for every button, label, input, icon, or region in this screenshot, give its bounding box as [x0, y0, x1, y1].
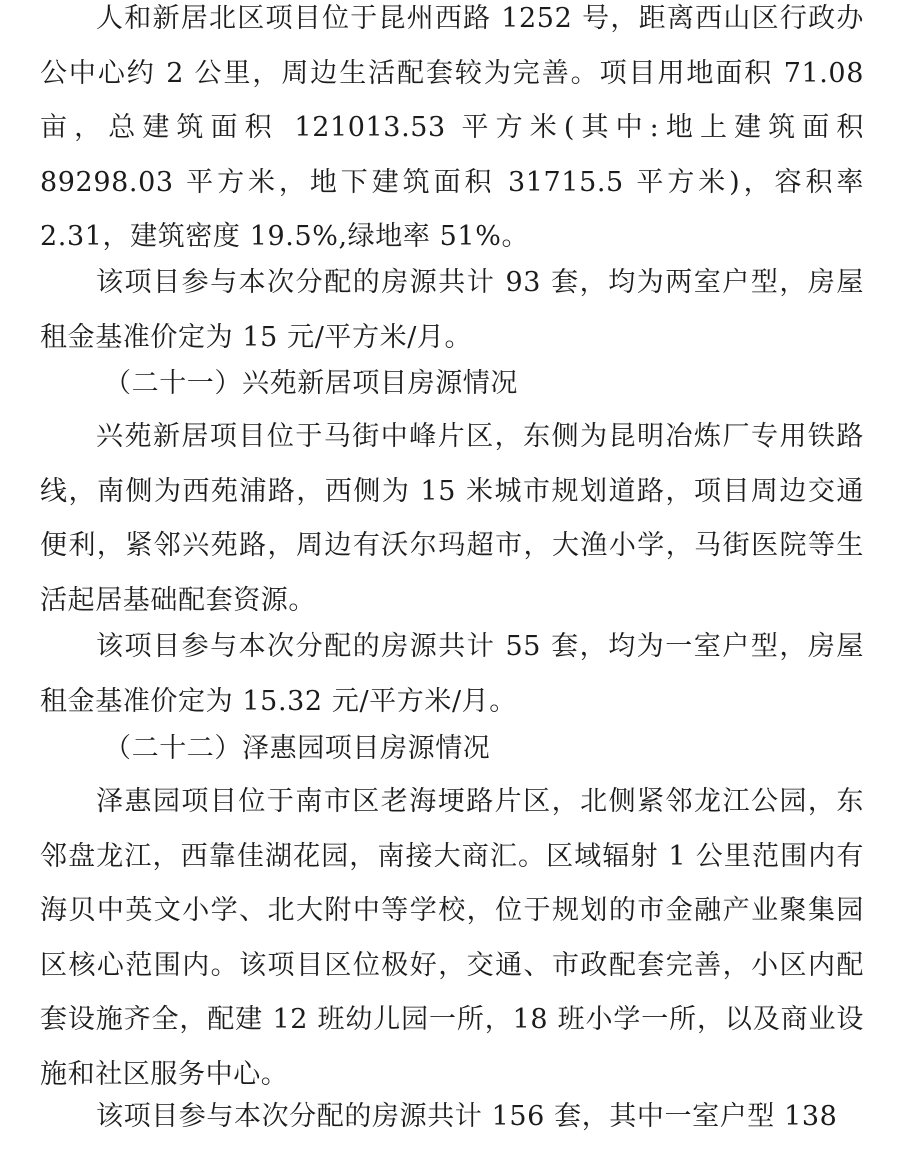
paragraph-xingyuan-allocation: 该项目参与本次分配的房源共计 55 套，均为一室户型，房屋租金基准价定为 15.32 元/平方米/月。 — [40, 631, 864, 717]
paragraph-zehuiyuan-project: 泽惠园项目位于南市区老海埂路片区，北侧紧邻龙江公园，东邻盘龙江，西靠佳湖花园，南接大商汇。区域辐射 1 公里范围内有海贝中英文小学、北大附中等学校，位于规划的市金融产业聚集园区核心范围内。该项目区位极好，交通、市政配套完善，小区内配套设施齐全，配建 12 班幼儿园一所，18 班小学一所，以及商业设施和社区服务中心。 — [40, 786, 864, 1090]
section-heading-21: （二十一）兴苑新居项目房源情况 — [104, 368, 518, 399]
paragraph-renhe-allocation: 该项目参与本次分配的房源共计 93 套，均为两室户型，房屋租金基准价定为 15 元/平方米/月。 — [40, 267, 864, 353]
paragraph-xingyuan-project: 兴苑新居项目位于马街中峰片区，东侧为昆明冶炼厂专用铁路线，南侧为西苑浦路，西侧为 15 米城市规划道路，项目周边交通便利，紧邻兴苑路，周边有沃尔玛超市，大渔小学，马街医院等生活起居基础配套资源。 — [40, 421, 864, 616]
section-heading-22: （二十二）泽惠园项目房源情况 — [104, 733, 491, 764]
paragraph-zehuiyuan-allocation: 该项目参与本次分配的房源共计 156 套，其中一室户型 138 — [96, 1101, 838, 1132]
paragraph-renhe-project: 人和新居北区项目位于昆州西路 1252 号，距离西山区行政办公中心约 2 公里，周边生活配套较为完善。项目用地面积 71.08 亩，总建筑面积 121013.53 平方米(其中:地上建筑面积 89298.03 平方米，地下建筑面积 31715.5 平方米)，容积率 2.31，建筑密度 19.5%,绿地率 51%。 — [40, 3, 864, 252]
